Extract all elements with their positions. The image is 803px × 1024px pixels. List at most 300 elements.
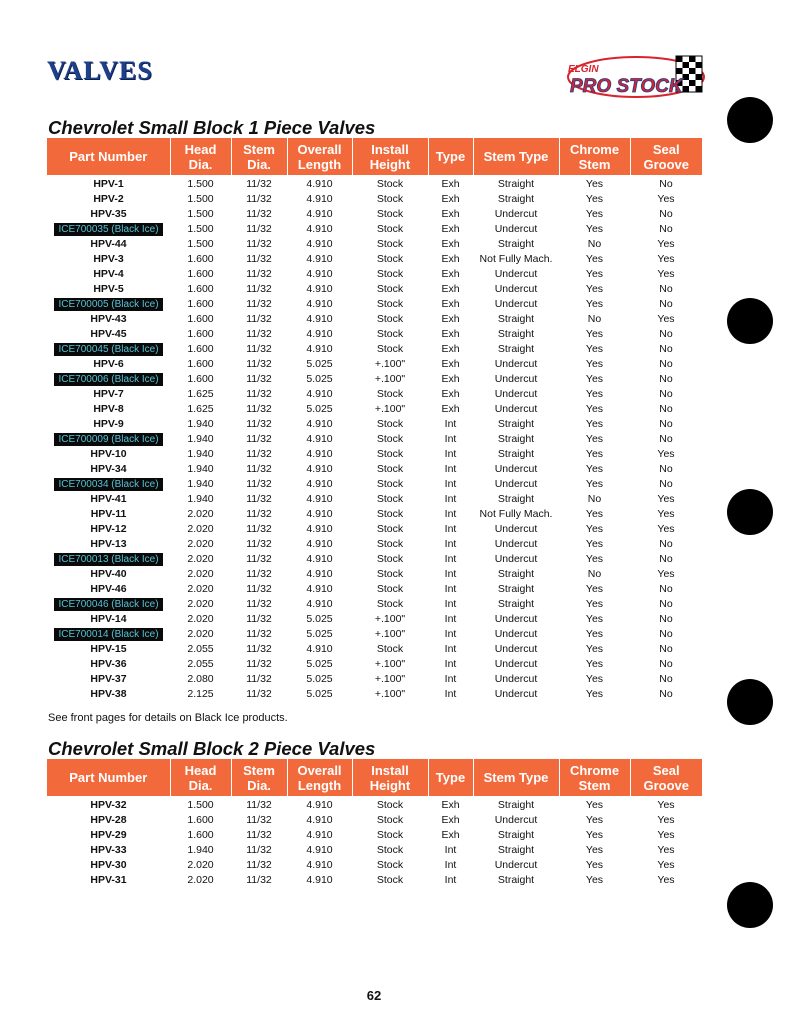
part-number: HPV-3	[93, 253, 124, 265]
head-dia-cell: 1.600	[187, 373, 214, 385]
head-dia-cell: 1.940	[187, 463, 214, 475]
part-number: HPV-9	[93, 418, 124, 430]
table-row	[47, 828, 702, 843]
part-number: HPV-1	[93, 178, 124, 190]
stem-dia-cell: 11/32	[246, 283, 272, 295]
seal-groove-cell: Yes	[657, 568, 675, 580]
head-dia-cell: 2.020	[187, 568, 214, 580]
part-number-cell	[47, 627, 170, 642]
table2-body	[47, 796, 702, 888]
table-row	[47, 192, 702, 207]
chrome-stem-cell: Yes	[585, 673, 604, 685]
table-row	[47, 522, 702, 537]
stem-type-cell: Undercut	[494, 373, 538, 385]
chrome-stem-cell: Yes	[585, 844, 604, 856]
seal-groove-cell: Yes	[657, 874, 675, 886]
table-row	[47, 237, 702, 252]
part-number-cell	[47, 447, 170, 462]
table-header-row	[47, 138, 702, 175]
stem-type-cell: Straight	[497, 178, 535, 190]
overall-length-cell: 4.910	[306, 433, 333, 445]
black-ice-note: See front pages for details on Black Ice products.	[48, 712, 288, 724]
col-stem-type: Stem Type	[473, 759, 559, 796]
type-cell: Int	[444, 628, 457, 640]
chrome-stem-cell: Yes	[585, 478, 604, 490]
head-dia-cell: 2.020	[187, 553, 214, 565]
col-type: Type	[428, 138, 473, 175]
stem-type-cell: Straight	[497, 829, 535, 841]
part-number-cell	[47, 312, 170, 327]
install-height-cell: Stock	[376, 844, 404, 856]
part-number: HPV-10	[90, 448, 127, 460]
type-cell: Int	[444, 859, 457, 871]
part-number: HPV-11	[90, 508, 127, 520]
table-row	[47, 282, 702, 297]
part-number-cell	[47, 522, 170, 537]
type-cell: Int	[444, 418, 457, 430]
seal-groove-cell: No	[659, 388, 673, 400]
part-number: HPV-45	[90, 328, 127, 340]
chrome-stem-cell: Yes	[585, 343, 604, 355]
overall-length-cell: 4.910	[306, 193, 333, 205]
chrome-stem-cell: Yes	[585, 688, 604, 700]
stem-dia-cell: 11/32	[246, 358, 272, 370]
head-dia-cell: 2.020	[187, 523, 214, 535]
part-number: HPV-37	[90, 673, 127, 685]
chrome-stem-cell: Yes	[585, 418, 604, 430]
install-height-cell: Stock	[376, 448, 404, 460]
chrome-stem-cell: Yes	[585, 643, 604, 655]
chrome-stem-cell: Yes	[585, 508, 604, 520]
seal-groove-cell: No	[659, 343, 673, 355]
overall-length-cell: 4.910	[306, 874, 333, 886]
chrome-stem-cell: Yes	[585, 403, 604, 415]
head-dia-cell: 1.600	[187, 253, 214, 265]
head-dia-cell: 1.625	[187, 403, 214, 415]
stem-dia-cell: 11/32	[246, 583, 272, 595]
table2-title: Chevrolet Small Block 2 Piece Valves	[48, 738, 376, 759]
type-cell: Exh	[441, 328, 460, 340]
install-height-cell: Stock	[376, 343, 404, 355]
stem-type-cell: Undercut	[494, 478, 538, 490]
type-cell: Exh	[441, 403, 460, 415]
head-dia-cell: 2.020	[187, 598, 214, 610]
overall-length-cell: 5.025	[306, 613, 333, 625]
overall-length-cell: 4.910	[306, 298, 333, 310]
seal-groove-cell: No	[659, 223, 673, 235]
chrome-stem-cell: Yes	[585, 388, 604, 400]
head-dia-cell: 1.600	[187, 268, 214, 280]
head-dia-cell: 2.020	[187, 628, 214, 640]
install-height-cell: Stock	[376, 223, 404, 235]
head-dia-cell: 1.500	[187, 208, 214, 220]
stem-dia-cell: 11/32	[246, 874, 272, 886]
table-row	[47, 312, 702, 327]
part-number: HPV-38	[90, 688, 127, 700]
table-row	[47, 447, 702, 462]
stem-type-cell: Undercut	[494, 613, 538, 625]
type-cell: Int	[444, 874, 457, 886]
chrome-stem-cell: Yes	[585, 463, 604, 475]
stem-dia-cell: 11/32	[246, 433, 272, 445]
part-number-cell	[47, 843, 170, 858]
type-cell: Int	[444, 553, 457, 565]
type-cell: Exh	[441, 313, 460, 325]
part-number-cell	[47, 873, 170, 888]
stem-type-cell: Straight	[497, 238, 535, 250]
overall-length-cell: 5.025	[306, 673, 333, 685]
chrome-stem-cell: Yes	[585, 208, 604, 220]
brand-logo	[558, 50, 708, 102]
stem-dia-cell: 11/32	[246, 388, 272, 400]
chrome-stem-cell: Yes	[585, 874, 604, 886]
overall-length-cell: 4.910	[306, 583, 333, 595]
type-cell: Int	[444, 463, 457, 475]
seal-groove-cell: No	[659, 598, 673, 610]
seal-groove-cell: Yes	[657, 523, 675, 535]
overall-length-cell: 4.910	[306, 313, 333, 325]
table-row	[47, 843, 702, 858]
binder-hole	[727, 489, 773, 535]
part-number-cell	[47, 612, 170, 627]
binder-hole	[727, 298, 773, 344]
overall-length-cell: 5.025	[306, 358, 333, 370]
install-height-cell: Stock	[376, 178, 404, 190]
install-height-cell: Stock	[376, 598, 404, 610]
part-number: HPV-28	[90, 814, 127, 826]
col-install-height: Install Height	[352, 759, 428, 796]
head-dia-cell: 1.940	[187, 433, 214, 445]
head-dia-cell: 1.600	[187, 298, 214, 310]
stem-dia-cell: 11/32	[246, 553, 272, 565]
table-row	[47, 492, 702, 507]
stem-dia-cell: 11/32	[246, 598, 272, 610]
part-number-cell	[47, 327, 170, 342]
type-cell: Int	[444, 658, 457, 670]
table-row	[47, 357, 702, 372]
type-cell: Exh	[441, 388, 460, 400]
part-number-cell	[47, 432, 170, 447]
stem-type-cell: Undercut	[494, 553, 538, 565]
overall-length-cell: 4.910	[306, 178, 333, 190]
stem-type-cell: Undercut	[494, 208, 538, 220]
head-dia-cell: 1.940	[187, 844, 214, 856]
part-number-cell	[47, 237, 170, 252]
stem-type-cell: Undercut	[494, 463, 538, 475]
type-cell: Exh	[441, 373, 460, 385]
chrome-stem-cell: No	[587, 238, 602, 250]
part-number: HPV-40	[90, 568, 127, 580]
stem-dia-cell: 11/32	[246, 859, 272, 871]
chrome-stem-cell: Yes	[585, 298, 604, 310]
install-height-cell: +.100"	[374, 688, 406, 700]
table-row	[47, 873, 702, 888]
overall-length-cell: 4.910	[306, 328, 333, 340]
part-number: HPV-44	[90, 238, 127, 250]
install-height-cell: +.100"	[374, 403, 406, 415]
install-height-cell: Stock	[376, 523, 404, 535]
part-number-cell	[47, 657, 170, 672]
stem-type-cell: Straight	[497, 193, 535, 205]
install-height-cell: Stock	[376, 208, 404, 220]
overall-length-cell: 4.910	[306, 523, 333, 535]
type-cell: Int	[444, 523, 457, 535]
install-height-cell: Stock	[376, 418, 404, 430]
overall-length-cell: 4.910	[306, 268, 333, 280]
table-row	[47, 175, 702, 192]
part-number-cell	[47, 552, 170, 567]
chrome-stem-cell: Yes	[585, 628, 604, 640]
table-row	[47, 252, 702, 267]
overall-length-cell: 4.910	[306, 553, 333, 565]
head-dia-cell: 1.625	[187, 388, 214, 400]
overall-length-cell: 4.910	[306, 478, 333, 490]
part-number-cell	[47, 252, 170, 267]
chrome-stem-cell: Yes	[585, 523, 604, 535]
part-number-cell	[47, 642, 170, 657]
part-number: HPV-30	[90, 859, 127, 871]
stem-type-cell: Undercut	[494, 538, 538, 550]
stem-type-cell: Straight	[497, 598, 535, 610]
stem-dia-cell: 11/32	[246, 208, 272, 220]
head-dia-cell: 1.500	[187, 223, 214, 235]
part-number-cell	[47, 222, 170, 237]
type-cell: Int	[444, 673, 457, 685]
part-number: HPV-8	[93, 403, 124, 415]
stem-dia-cell: 11/32	[246, 673, 272, 685]
col-part-number: Part Number	[47, 138, 170, 175]
seal-groove-cell: Yes	[657, 448, 675, 460]
install-height-cell: Stock	[376, 829, 404, 841]
part-number-cell	[47, 192, 170, 207]
chrome-stem-cell: Yes	[585, 253, 604, 265]
part-number-cell	[47, 297, 170, 312]
install-height-cell: Stock	[376, 298, 404, 310]
section-title: VALVES	[47, 56, 153, 85]
table-row	[47, 537, 702, 552]
seal-groove-cell: Yes	[657, 814, 675, 826]
type-cell: Exh	[441, 178, 460, 190]
head-dia-cell: 2.055	[187, 658, 214, 670]
chrome-stem-cell: Yes	[585, 538, 604, 550]
stem-dia-cell: 11/32	[246, 373, 272, 385]
part-number: HPV-29	[90, 829, 127, 841]
overall-length-cell: 4.910	[306, 448, 333, 460]
part-number: HPV-13	[90, 538, 127, 550]
stem-type-cell: Straight	[497, 328, 535, 340]
table1-body	[47, 175, 702, 702]
chrome-stem-cell: Yes	[585, 598, 604, 610]
seal-groove-cell: No	[659, 208, 673, 220]
install-height-cell: Stock	[376, 799, 404, 811]
chrome-stem-cell: Yes	[585, 448, 604, 460]
table-row	[47, 387, 702, 402]
chrome-stem-cell: Yes	[585, 613, 604, 625]
install-height-cell: Stock	[376, 493, 404, 505]
chrome-stem-cell: Yes	[585, 358, 604, 370]
chrome-stem-cell: No	[587, 313, 602, 325]
seal-groove-cell: No	[659, 283, 673, 295]
seal-groove-cell: Yes	[657, 193, 675, 205]
seal-groove-cell: No	[659, 478, 673, 490]
overall-length-cell: 5.025	[306, 658, 333, 670]
stem-type-cell: Not Fully Mach.	[479, 253, 553, 265]
overall-length-cell: 4.910	[306, 208, 333, 220]
seal-groove-cell: No	[659, 658, 673, 670]
part-number: HPV-14	[90, 613, 127, 625]
stem-dia-cell: 11/32	[246, 523, 272, 535]
head-dia-cell: 2.020	[187, 538, 214, 550]
stem-dia-cell: 11/32	[246, 643, 272, 655]
table-row	[47, 657, 702, 672]
head-dia-cell: 2.055	[187, 643, 214, 655]
table-row	[47, 687, 702, 702]
part-number-cell	[47, 342, 170, 357]
install-height-cell: Stock	[376, 568, 404, 580]
type-cell: Exh	[441, 208, 460, 220]
install-height-cell: Stock	[376, 238, 404, 250]
col-stem-dia: Stem Dia.	[231, 759, 287, 796]
svg-text:PRO STOCK: PRO STOCK	[570, 76, 683, 97]
col-stem-type: Stem Type	[473, 138, 559, 175]
stem-type-cell: Not Fully Mach.	[479, 508, 553, 520]
stem-type-cell: Undercut	[494, 523, 538, 535]
stem-dia-cell: 11/32	[246, 538, 272, 550]
overall-length-cell: 4.910	[306, 844, 333, 856]
overall-length-cell: 4.910	[306, 598, 333, 610]
page-header	[47, 56, 153, 86]
stem-dia-cell: 11/32	[246, 313, 272, 325]
type-cell: Int	[444, 538, 457, 550]
part-number: HPV-41	[90, 493, 127, 505]
chrome-stem-cell: Yes	[585, 553, 604, 565]
head-dia-cell: 1.940	[187, 448, 214, 460]
head-dia-cell: 2.080	[187, 673, 214, 685]
type-cell: Exh	[441, 343, 460, 355]
overall-length-cell: 4.910	[306, 814, 333, 826]
stem-dia-cell: 11/32	[246, 508, 272, 520]
overall-length-cell: 5.025	[306, 373, 333, 385]
type-cell: Int	[444, 688, 457, 700]
table-header-row	[47, 759, 702, 796]
install-height-cell: Stock	[376, 463, 404, 475]
stem-dia-cell: 11/32	[246, 844, 272, 856]
chrome-stem-cell: Yes	[585, 178, 604, 190]
part-number-cell	[47, 207, 170, 222]
stem-type-cell: Undercut	[494, 358, 538, 370]
stem-dia-cell: 11/32	[246, 178, 272, 190]
type-cell: Int	[444, 448, 457, 460]
type-cell: Int	[444, 613, 457, 625]
chrome-stem-cell: Yes	[585, 814, 604, 826]
install-height-cell: +.100"	[374, 613, 406, 625]
install-height-cell: +.100"	[374, 658, 406, 670]
stem-dia-cell: 11/32	[246, 328, 272, 340]
head-dia-cell: 2.020	[187, 583, 214, 595]
seal-groove-cell: No	[659, 673, 673, 685]
part-number: HPV-36	[90, 658, 127, 670]
seal-groove-cell: Yes	[657, 844, 675, 856]
type-cell: Int	[444, 598, 457, 610]
seal-groove-cell: No	[659, 688, 673, 700]
part-number-cell	[47, 796, 170, 813]
seal-groove-cell: Yes	[657, 253, 675, 265]
part-number: HPV-6	[93, 358, 124, 370]
valves-table-2-piece	[47, 759, 702, 888]
type-cell: Int	[444, 643, 457, 655]
stem-type-cell: Undercut	[494, 628, 538, 640]
stem-dia-cell: 11/32	[246, 403, 272, 415]
seal-groove-cell: No	[659, 403, 673, 415]
table-row	[47, 642, 702, 657]
type-cell: Int	[444, 568, 457, 580]
stem-type-cell: Undercut	[494, 643, 538, 655]
overall-length-cell: 4.910	[306, 223, 333, 235]
seal-groove-cell: Yes	[657, 238, 675, 250]
black-ice-part-number: ICE700005 (Black Ice)	[54, 298, 162, 311]
overall-length-cell: 5.025	[306, 688, 333, 700]
table-row	[47, 207, 702, 222]
col-chrome-stem: Chrome Stem	[559, 138, 630, 175]
type-cell: Exh	[441, 829, 460, 841]
seal-groove-cell: No	[659, 178, 673, 190]
install-height-cell: Stock	[376, 283, 404, 295]
col-stem-dia: Stem Dia.	[231, 138, 287, 175]
black-ice-part-number: ICE700013 (Black Ice)	[54, 553, 162, 566]
seal-groove-cell: No	[659, 358, 673, 370]
stem-type-cell: Undercut	[494, 859, 538, 871]
stem-dia-cell: 11/32	[246, 829, 272, 841]
overall-length-cell: 4.910	[306, 508, 333, 520]
chrome-stem-cell: No	[587, 568, 602, 580]
stem-type-cell: Undercut	[494, 223, 538, 235]
table-row	[47, 342, 702, 357]
install-height-cell: +.100"	[374, 358, 406, 370]
stem-type-cell: Undercut	[494, 388, 538, 400]
chrome-stem-cell: Yes	[585, 658, 604, 670]
black-ice-part-number: ICE700035 (Black Ice)	[54, 223, 162, 236]
table-row	[47, 297, 702, 312]
seal-groove-cell: No	[659, 463, 673, 475]
stem-type-cell: Undercut	[494, 658, 538, 670]
type-cell: Int	[444, 433, 457, 445]
head-dia-cell: 2.020	[187, 508, 214, 520]
table1-title: Chevrolet Small Block 1 Piece Valves	[48, 117, 376, 138]
part-number-cell	[47, 507, 170, 522]
stem-type-cell: Straight	[497, 874, 535, 886]
part-number-cell	[47, 492, 170, 507]
part-number: HPV-35	[90, 208, 127, 220]
install-height-cell: Stock	[376, 388, 404, 400]
stem-type-cell: Undercut	[494, 688, 538, 700]
stem-type-cell: Straight	[497, 568, 535, 580]
stem-type-cell: Undercut	[494, 403, 538, 415]
stem-type-cell: Straight	[497, 313, 535, 325]
head-dia-cell: 1.600	[187, 358, 214, 370]
part-number: HPV-12	[90, 523, 127, 535]
install-height-cell: Stock	[376, 553, 404, 565]
part-number: HPV-2	[93, 193, 124, 205]
stem-dia-cell: 11/32	[246, 298, 272, 310]
install-height-cell: Stock	[376, 253, 404, 265]
seal-groove-cell: No	[659, 298, 673, 310]
part-number: HPV-32	[90, 799, 127, 811]
head-dia-cell: 1.600	[187, 283, 214, 295]
install-height-cell: Stock	[376, 859, 404, 871]
black-ice-part-number: ICE700034 (Black Ice)	[54, 478, 162, 491]
col-type: Type	[428, 759, 473, 796]
overall-length-cell: 4.910	[306, 799, 333, 811]
